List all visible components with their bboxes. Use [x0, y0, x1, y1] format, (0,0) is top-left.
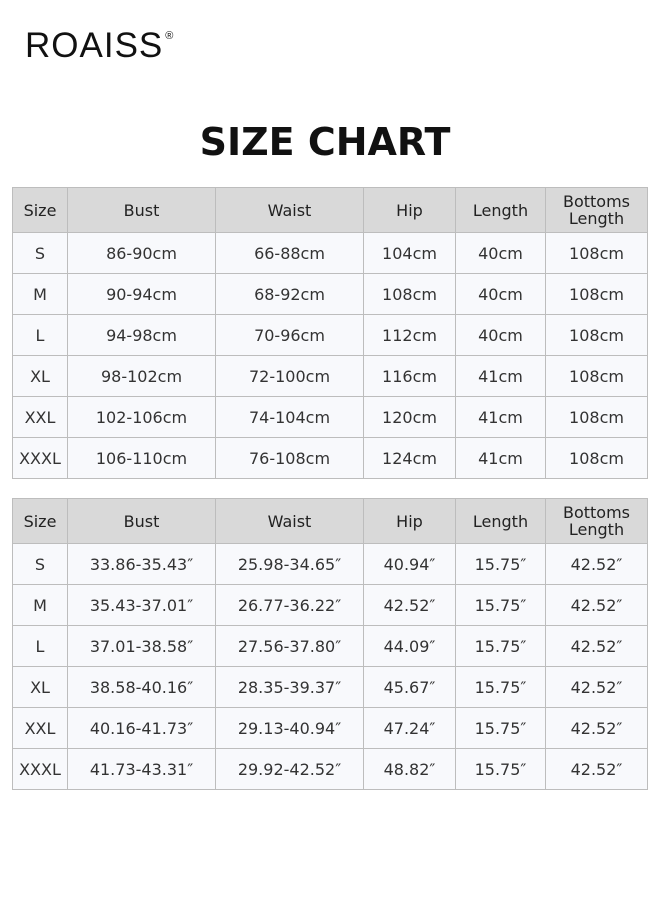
- column-header: Hip: [364, 499, 456, 544]
- table-cell: 40.94″: [364, 544, 456, 585]
- table-cell: 42.52″: [546, 667, 648, 708]
- table-cell: 76-108cm: [216, 438, 364, 479]
- table-row: [13, 315, 648, 356]
- size-table-cm: [12, 187, 648, 479]
- table-cell: 41cm: [456, 438, 546, 479]
- table-cell: 120cm: [364, 397, 456, 438]
- table-cell: 90-94cm: [68, 274, 216, 315]
- table-cell: 15.75″: [456, 544, 546, 585]
- column-header: Length: [456, 499, 546, 544]
- column-header: Length: [456, 188, 546, 233]
- column-header: Waist: [216, 188, 364, 233]
- table-cell: 108cm: [546, 356, 648, 397]
- table-cell: 41cm: [456, 356, 546, 397]
- table-cell: L: [13, 626, 68, 667]
- table-cell: 42.52″: [546, 708, 648, 749]
- table-cell: 40cm: [456, 315, 546, 356]
- table-cell: M: [13, 274, 68, 315]
- column-header: Bust: [68, 499, 216, 544]
- table-cell: 37.01-38.58″: [68, 626, 216, 667]
- table-cell: S: [13, 544, 68, 585]
- table-cell: 94-98cm: [68, 315, 216, 356]
- table-cell: 40cm: [456, 233, 546, 274]
- table-cell: 28.35-39.37″: [216, 667, 364, 708]
- table-cell: 108cm: [546, 233, 648, 274]
- table-row: [13, 667, 648, 708]
- table-cell: 44.09″: [364, 626, 456, 667]
- table-cell: 27.56-37.80″: [216, 626, 364, 667]
- column-header: Size: [13, 499, 68, 544]
- table-cell: 70-96cm: [216, 315, 364, 356]
- table-cell: 116cm: [364, 356, 456, 397]
- table-cell: 38.58-40.16″: [68, 667, 216, 708]
- header-row: [13, 499, 648, 544]
- table-cell: 48.82″: [364, 749, 456, 790]
- table-cell: 41.73-43.31″: [68, 749, 216, 790]
- page-title: SIZE CHART: [199, 120, 451, 164]
- table-cell: XXXL: [13, 438, 68, 479]
- table-row: [13, 585, 648, 626]
- table-cell: 74-104cm: [216, 397, 364, 438]
- brand-logo: [25, 26, 174, 66]
- table-row: [13, 708, 648, 749]
- table-cell: L: [13, 315, 68, 356]
- table-cell: 108cm: [546, 397, 648, 438]
- table-cell: 104cm: [364, 233, 456, 274]
- column-header: Hip: [364, 188, 456, 233]
- column-header: Bottoms Length: [546, 188, 648, 233]
- column-header: Size: [13, 188, 68, 233]
- table-row: [13, 438, 648, 479]
- table-cell: 40cm: [456, 274, 546, 315]
- table-cell: 108cm: [546, 274, 648, 315]
- table-cell: 25.98-34.65″: [216, 544, 364, 585]
- table-cell: 40.16-41.73″: [68, 708, 216, 749]
- table-cell: XXXL: [13, 749, 68, 790]
- table-cell: XXL: [13, 397, 68, 438]
- table-cell: 41cm: [456, 397, 546, 438]
- table-cell: S: [13, 233, 68, 274]
- table-cell: 33.86-35.43″: [68, 544, 216, 585]
- table-cell: 102-106cm: [68, 397, 216, 438]
- header-row: [13, 188, 648, 233]
- table-cell: 42.52″: [364, 585, 456, 626]
- table-row: [13, 356, 648, 397]
- column-header: Bottoms Length: [546, 499, 648, 544]
- table-cell: 29.92-42.52″: [216, 749, 364, 790]
- table-cell: 15.75″: [456, 708, 546, 749]
- table-cell: 15.75″: [456, 626, 546, 667]
- table-cell: 66-88cm: [216, 233, 364, 274]
- column-header: Waist: [216, 499, 364, 544]
- table-row: [13, 274, 648, 315]
- table-row: [13, 626, 648, 667]
- table-cell: 42.52″: [546, 585, 648, 626]
- brand-name: ROAISS: [25, 26, 164, 65]
- table-row: [13, 544, 648, 585]
- table-cell: XL: [13, 356, 68, 397]
- table-cell: 42.52″: [546, 749, 648, 790]
- table-cell: 112cm: [364, 315, 456, 356]
- table-row: [13, 397, 648, 438]
- table-cell: 124cm: [364, 438, 456, 479]
- table-cell: 86-90cm: [68, 233, 216, 274]
- table-cell: 72-100cm: [216, 356, 364, 397]
- table-cell: 108cm: [546, 315, 648, 356]
- table-cell: M: [13, 585, 68, 626]
- table-cell: 68-92cm: [216, 274, 364, 315]
- table-cell: 26.77-36.22″: [216, 585, 364, 626]
- table-cell: 42.52″: [546, 544, 648, 585]
- table-cell: 108cm: [364, 274, 456, 315]
- table-cell: XXL: [13, 708, 68, 749]
- table-cell: 29.13-40.94″: [216, 708, 364, 749]
- table-cell: 45.67″: [364, 667, 456, 708]
- table-cell: 108cm: [546, 438, 648, 479]
- table-cell: 42.52″: [546, 626, 648, 667]
- table-cell: 98-102cm: [68, 356, 216, 397]
- table-cell: 15.75″: [456, 585, 546, 626]
- table-cell: 47.24″: [364, 708, 456, 749]
- table-cell: 15.75″: [456, 667, 546, 708]
- table-cell: XL: [13, 667, 68, 708]
- table-cell: 35.43-37.01″: [68, 585, 216, 626]
- table-row: [13, 233, 648, 274]
- table-row: [13, 749, 648, 790]
- column-header: Bust: [68, 188, 216, 233]
- table-cell: 15.75″: [456, 749, 546, 790]
- table-cell: 106-110cm: [68, 438, 216, 479]
- size-table-inch: [12, 498, 648, 790]
- registered-mark: ®: [165, 30, 175, 42]
